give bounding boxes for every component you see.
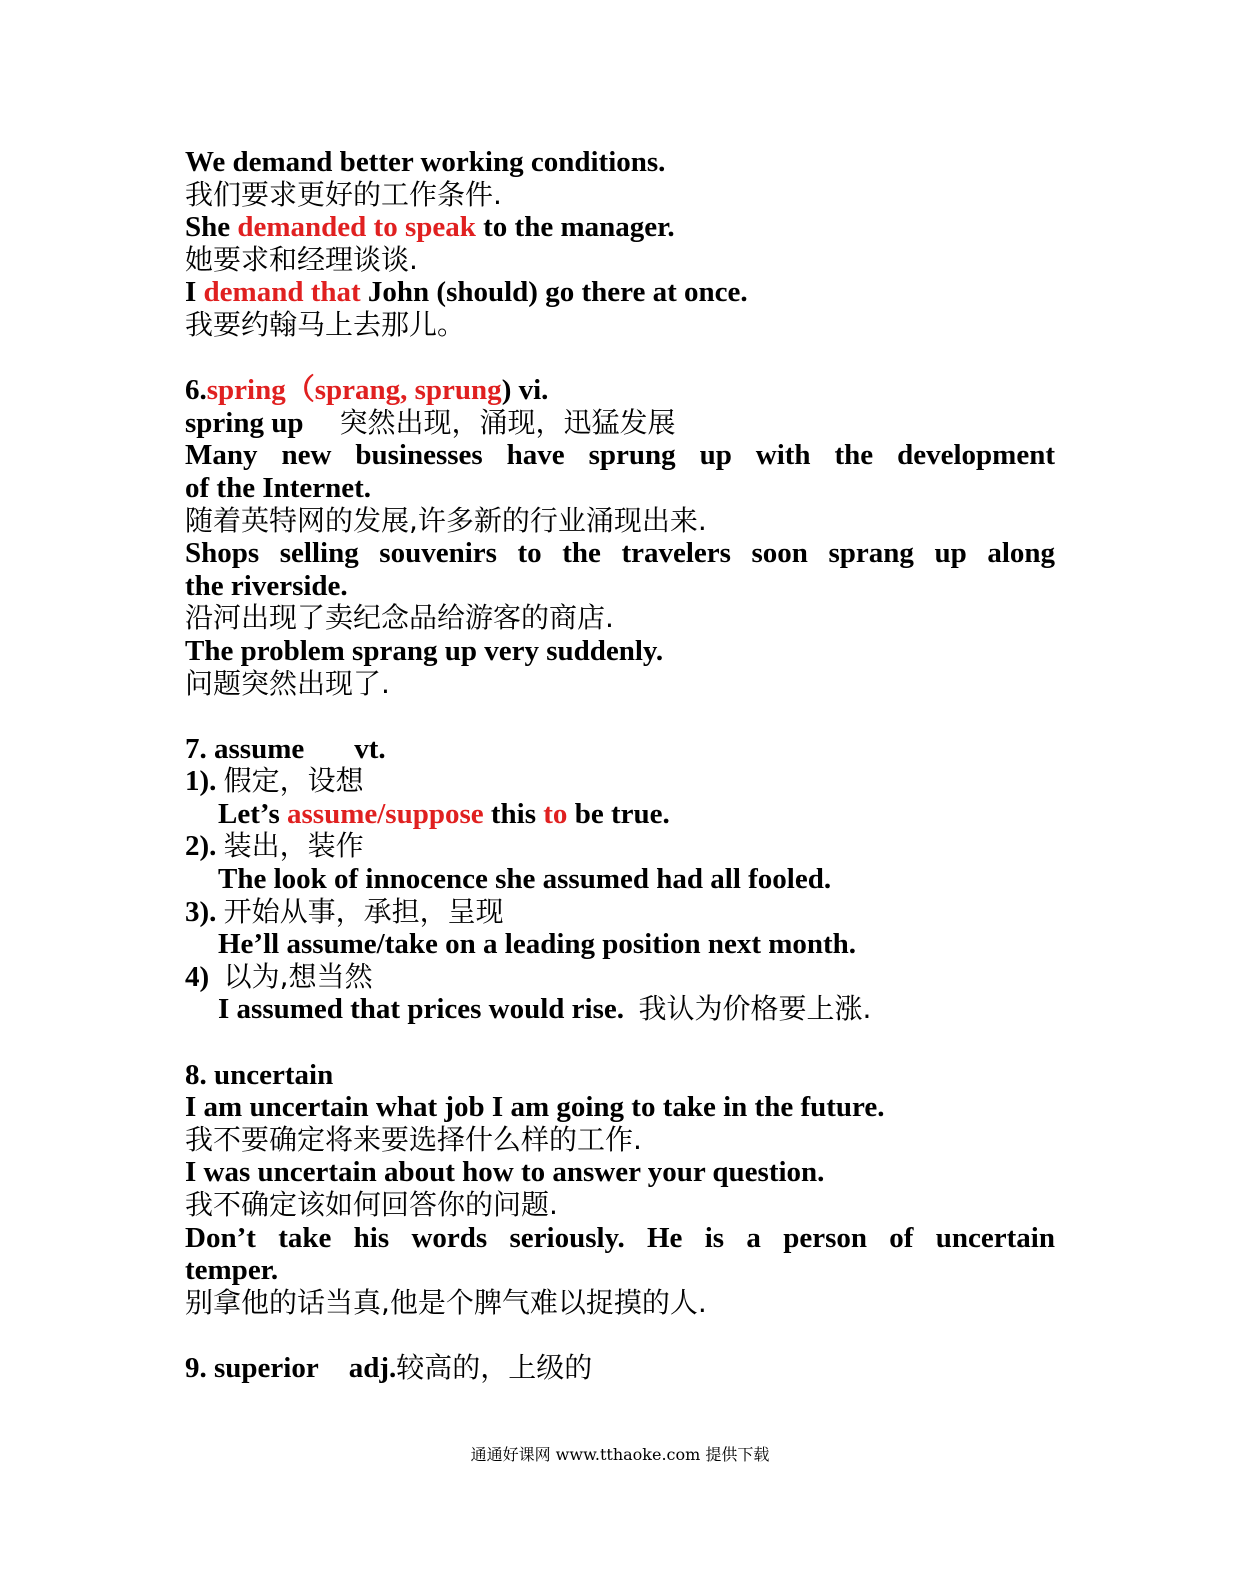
- part-of-speech: ) vi.: [501, 374, 549, 407]
- highlight-phrase: assume/suppose: [287, 797, 484, 830]
- spring-example-1-en-line-1: Many new businesses have sprung up with the development: [185, 439, 1055, 472]
- headword: spring（sprang, sprung: [206, 374, 502, 407]
- spacer: [185, 700, 1055, 733]
- demand-example-2-cn: 她要求和经理谈谈.: [185, 242, 418, 276]
- sense-meaning: 假定，设想: [223, 764, 364, 798]
- assume-sense-2-example: The look of innocence she assumed had all fooled.: [218, 863, 832, 896]
- text-run: John (should) go there at once.: [360, 276, 748, 309]
- text-run: be true.: [567, 797, 670, 830]
- assume-sense-3-example: He’ll assume/take on a leading position next month.: [218, 928, 857, 961]
- highlight-phrase: demanded to speak: [237, 211, 476, 244]
- example-cn: 我认为价格要上涨.: [638, 992, 872, 1026]
- uncertain-example-3-en-line-2: temper.: [185, 1254, 279, 1287]
- example-en: I assumed that prices would rise.: [218, 993, 625, 1026]
- demand-example-1-cn: 我们要求更好的工作条件.: [185, 177, 502, 211]
- assume-heading: [185, 733, 1055, 766]
- superior-heading: [185, 1352, 1055, 1385]
- assume-sense-1: [185, 765, 1055, 798]
- assume-sense-4-example: [185, 993, 1055, 1026]
- uncertain-example-1-cn: 我不要确定将来要选择什么样的工作.: [185, 1122, 642, 1156]
- part-of-speech: adj.: [348, 1351, 397, 1384]
- spacer: [185, 342, 1055, 375]
- uncertain-example-3-en-line-1: Don’t take his words seriously. He is a person of uncertain: [185, 1221, 1055, 1254]
- demand-example-3-cn: 我要约翰马上去那儿。: [185, 307, 466, 341]
- uncertain-example-3-cn: 别拿他的话当真,他是个脾气难以捉摸的人.: [185, 1285, 707, 1319]
- spring-example-3-en: The problem sprang up very suddenly.: [185, 634, 664, 667]
- sense-label: 4): [185, 960, 210, 993]
- entry-number: 6.: [185, 374, 207, 407]
- text-run: to the manager.: [475, 211, 675, 244]
- sense-meaning: 装出，装作: [223, 829, 364, 863]
- meaning: 较高的，上级的: [396, 1350, 593, 1384]
- spring-heading: [185, 374, 1055, 407]
- uncertain-heading: 8. uncertain: [185, 1058, 334, 1091]
- demand-example-2-en: [185, 211, 1055, 244]
- text-run: this: [483, 797, 544, 830]
- page-footer: 通通好课网 www.tthaoke.com 提供下载: [470, 1445, 770, 1464]
- phrase-meaning: 突然出现，涌现，迅猛发展: [339, 405, 676, 439]
- spring-example-2-cn: 沿河出现了卖纪念品给游客的商店.: [185, 601, 614, 635]
- sense-label: 1).: [185, 765, 217, 798]
- highlight-phrase: demand that: [203, 276, 361, 309]
- spring-example-1-cn: 随着英特网的发展,许多新的行业涌现出来.: [185, 503, 707, 537]
- text-run: I: [185, 276, 204, 309]
- assume-sense-2: [185, 830, 1055, 863]
- text-run: Let’s: [218, 797, 287, 830]
- phrase: spring up: [185, 406, 304, 439]
- uncertain-example-2-cn: 我不确定该如何回答你的问题.: [185, 1188, 558, 1221]
- sense-meaning: 以为,想当然: [223, 959, 373, 993]
- spring-example-2-en-line-2: the riverside.: [185, 569, 348, 602]
- spacer: [185, 1319, 1055, 1352]
- vocabulary-notes: [185, 146, 1055, 1385]
- headword: 9. superior: [185, 1351, 319, 1384]
- part-of-speech: vt.: [354, 732, 386, 765]
- assume-sense-1-example: [185, 798, 1055, 831]
- spring-phrase: [185, 407, 1055, 440]
- demand-example-3-en: [185, 276, 1055, 309]
- uncertain-example-1-en: I am uncertain what job I am going to take in the future.: [185, 1091, 885, 1124]
- sense-label: 2).: [185, 830, 217, 863]
- uncertain-example-2-en: I was uncertain about how to answer your question.: [185, 1156, 825, 1189]
- spring-example-2-en-line-1: Shops selling souvenirs to the travelers soon sprang up along: [185, 537, 1055, 570]
- spacer: [185, 1026, 1055, 1059]
- highlight-phrase: to: [543, 797, 568, 830]
- assume-sense-4: [185, 961, 1055, 994]
- sense-meaning: 开始从事，承担，呈现: [223, 894, 504, 928]
- spring-example-1-en-line-2: of the Internet.: [185, 471, 372, 504]
- demand-example-1-en: We demand better working conditions.: [185, 146, 666, 178]
- headword: 7. assume: [185, 732, 305, 765]
- spring-example-3-cn: 问题突然出现了.: [185, 666, 390, 700]
- text-run: She: [185, 211, 238, 244]
- sense-label: 3).: [185, 895, 217, 928]
- assume-sense-3: [185, 896, 1055, 929]
